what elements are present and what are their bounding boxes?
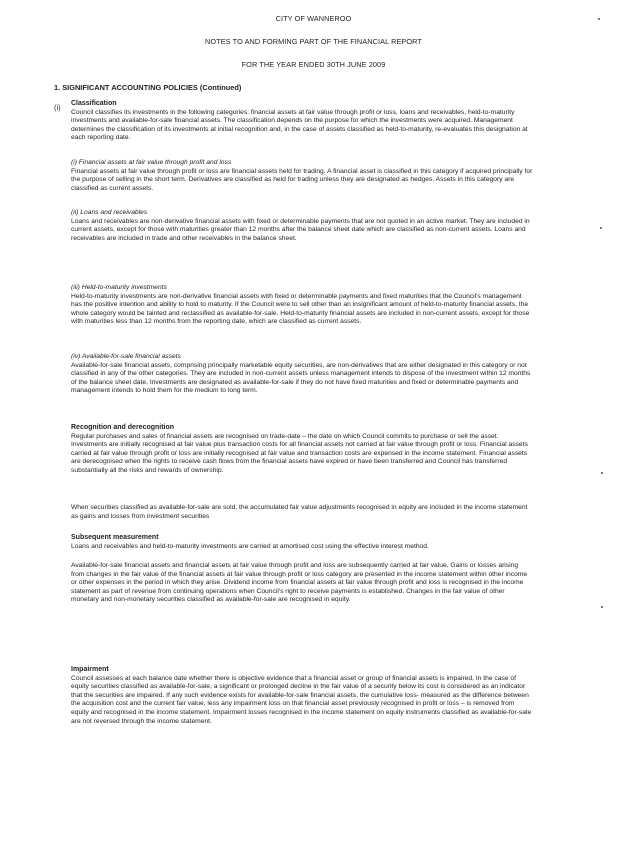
impairment-block	[71, 666, 533, 726]
block-title: (i) Financial assets at fair value through profit and loss	[71, 159, 232, 166]
block-title: (iii) Held-to-maturity investments	[71, 284, 167, 291]
subsequent-measurement-block	[71, 534, 533, 551]
fvtpl-block	[71, 159, 533, 193]
scan-speck	[601, 606, 603, 608]
section-heading: 1. SIGNIFICANT ACCOUNTING POLICIES (Continued)	[54, 83, 242, 92]
block-text: Council classifies its investments in the following categories: financial assets at fair value through profit or loss, loans and receivables, held-to-maturity investments and available-for-sale financial assets. The classification depends on the purpose for which the investments were acquired. Management determines the classification of its investments at initial recognition and, in the case of assets classified as held-to-maturity, re-evaluates this designation at each reporting date.	[71, 108, 528, 142]
report-period: FOR THE YEAR ENDED 30TH JUNE 2009	[241, 60, 386, 69]
block-text: Loans and receivables are non-derivative financial assets with fixed or determinable payments that are not quoted in an active market. They are included in current assets, except for those with maturities greater than 12 months after the balance sheet date which are classified as non-current assets. Loans and receivables are included in trade and other receivables in the balance sheet.	[71, 217, 530, 242]
available-for-sale-block	[71, 353, 533, 396]
block-text: Held-to-maturity investments are non-derivative financial assets with fixed or determinable payments and fixed maturities that the Council's management has the positive intention and ability to hold to maturity. If the Council were to sell other than an insignificant amount of held-to-maturity financial assets, the whole category would be tainted and reclassified as available-for-sale. Held-to-maturity financial assets are included in non-current assets, except for those with maturities less than 12 months from the reporting date, which are classified as current assets.	[71, 292, 530, 326]
block-text: Loans and receivables and held-to-maturity investments are carried at amortised cost using the effective interest method.	[71, 542, 429, 550]
organisation-name: CITY OF WANNEROO	[275, 14, 352, 23]
block-text: Council assesses at each balance date whether there is objective evidence that a financial asset or group of financial assets is impaired. In the case of equity securities classified as available-for-sale, a significant or prolonged decline in the fair value of a security below its cost is considered as an indicator that the securities are impaired. If any such evidence exists for available-for-sale financial assets, the cumulative loss- measured as the difference between the acquisition cost and the current fair value, less any impairment loss on that financial asset previously recognised in profit or loss – is removed from equity and recognised in the income statement. Impairment losses recognised in the income statement on equity instruments classified as available-for-sale are not reversed through the income statement.	[71, 674, 532, 725]
block-text: Available-for-sale financial assets and financial assets at fair value through profit and loss are subsequently carried at fair value. Gains or losses arising from changes in the fair value of the financial assets at fair value through profit or loss category are presented in the income statement within other income or other expenses in the period in which they arise. Dividend income from financial assets at fair value through profit and loss is recognised in the income statement as part of revenue from continuing operations when Council's right to receive payments is established. Changes in the fair value of other monetary and non-monetary securities classified as available-for-sale are recognised in equity.	[71, 562, 528, 604]
block-title: Recognition and derecognition	[71, 424, 175, 431]
block-text: Financial assets at fair value through profit or loss are financial assets held for trading. A financial asset is classified in this category if acquired principally for the purpose of selling in the short term. Derivatives are classified as held for trading unless they are designated as hedges. Assets in this category are classified as current assets.	[71, 167, 533, 192]
scan-speck	[598, 18, 600, 20]
classification-block	[71, 100, 533, 143]
block-title: (ii) Loans and receivables	[71, 209, 148, 216]
block-title: Impairment	[71, 666, 109, 673]
loans-receivables-block	[71, 209, 533, 243]
fair-value-measurement-block	[71, 562, 533, 605]
block-text: When securities classified as available-for-sale are sold, the accumulated fair value adjustments recognised in equity are included in the income statement as gains and losses from investment securities	[71, 504, 528, 520]
report-title: NOTES TO AND FORMING PART OF THE FINANCIAL REPORT	[205, 37, 422, 46]
block-title: (iv) Available-for-sale financial assets	[71, 353, 181, 360]
block-title: Classification	[71, 100, 117, 107]
block-title: Subsequent measurement	[71, 534, 159, 541]
held-to-maturity-block	[71, 284, 533, 327]
block-text: Available-for-sale financial assets, comprising principally marketable equity securities, are non-derivatives that are either designated in this category or not classified in any of the other categories. They are included in non-current assets unless management intends to dispose of the investment within 12 months of the balance sheet date. Investments are designated as available-for-sale if they do not have fixed maturities and fixed or determinable payments and management intends to hold them for the medium to long term.	[71, 361, 531, 395]
block-text: Regular purchases and sales of financial assets are recognised on trade-date – the date on which Council commits to purchase or sell the asset. Investments are initially recognised at fair value plus transaction costs for all financial assets not carried at fair value through profit or loss. Financial assets carried at fair value through profit or loss are initially recognised at fair value and transaction costs are expensed in the income statement. Financial assets are derecognised when the rights to receive cash flows from the financial assets have expired or have been transferred and Council has transferred substantially all the risks and rewards of ownership.	[71, 432, 528, 474]
recognition-block	[71, 424, 533, 476]
scan-speck	[600, 227, 602, 229]
item-marker: (i)	[54, 103, 61, 112]
scan-speck	[601, 472, 603, 474]
securities-sold-block	[71, 504, 533, 521]
